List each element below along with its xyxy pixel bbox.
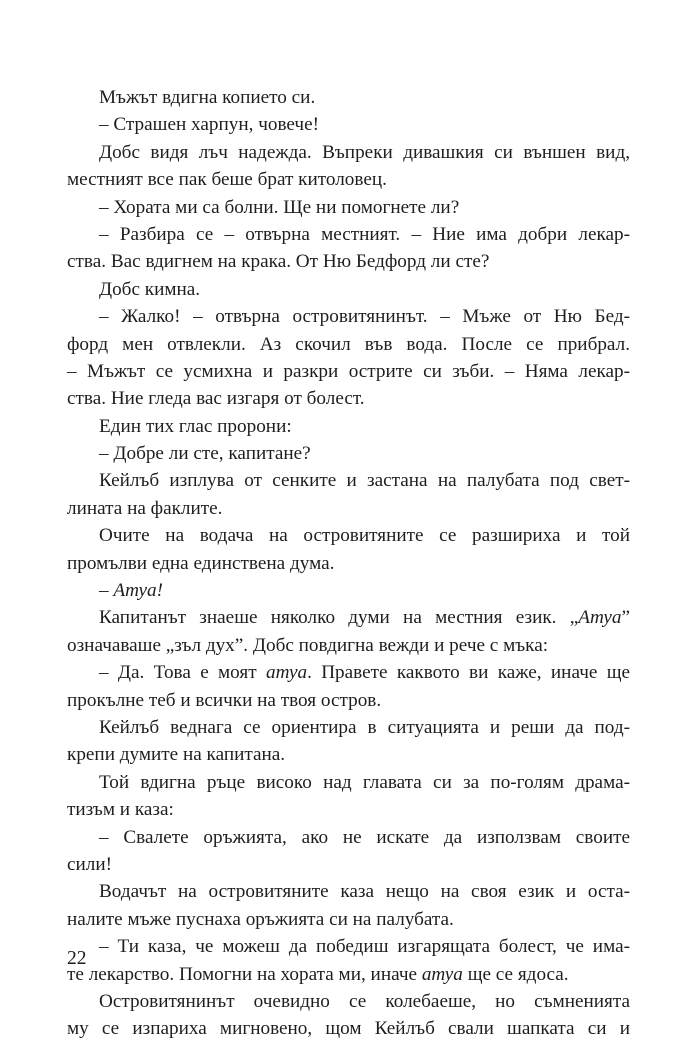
text-segment: ства. Ние гледа вас изгаря от болест.	[67, 388, 365, 410]
text-line	[67, 988, 630, 1015]
text-segment: Капитанът знаеше няколко думи на местния език. „	[99, 607, 579, 629]
text-segment: – Свалете оръжията, ако не искате да използвам своите	[99, 826, 630, 848]
body-text	[67, 84, 630, 1043]
text-line	[67, 166, 630, 193]
text-line	[67, 769, 630, 796]
text-segment: лината на факлите.	[67, 497, 223, 519]
text-segment: ”	[621, 607, 630, 629]
text-line	[67, 221, 630, 248]
text-segment: Островитянинът очевидно се колебаеше, но съмненията	[99, 990, 630, 1012]
text-line	[67, 577, 630, 604]
text-segment: Един тих глас пророни:	[99, 415, 292, 437]
text-segment: му се изпариха мигновено, щом Кейлъб свали шапката си и	[67, 1018, 630, 1040]
text-segment: – Добре ли сте, капитане?	[99, 443, 311, 465]
text-segment: налите мъже пуснаха оръжията си на палубата.	[67, 908, 454, 930]
text-line	[67, 604, 630, 631]
text-line	[67, 550, 630, 577]
text-line	[67, 878, 630, 905]
text-line	[67, 276, 630, 303]
text-line	[67, 84, 630, 111]
italic-word: атуа	[265, 662, 308, 684]
text-line	[67, 906, 630, 933]
text-line	[67, 632, 630, 659]
text-line	[67, 440, 630, 467]
text-segment: – Страшен харпун, човече!	[99, 114, 319, 136]
text-segment: те лекарство. Помогни на хората ми, иначе	[67, 963, 422, 985]
text-line	[67, 961, 630, 988]
text-line	[67, 741, 630, 768]
text-segment: – Ти каза, че можеш да победиш изгарящата болест, че има-	[99, 936, 630, 958]
text-segment: – Да. Това е моят	[99, 662, 266, 684]
page-number: 22	[67, 948, 87, 969]
text-segment: ства. Вас вдигнем на крака. От Ню Бедфорд ли сте?	[67, 251, 490, 273]
italic-word: Атуа!	[113, 580, 163, 602]
text-segment: Водачът на островитяните каза нещо на своя език и оста-	[99, 881, 630, 903]
italic-word: Атуа	[578, 607, 622, 629]
text-line	[67, 358, 630, 385]
text-segment: Добс кимна.	[99, 278, 201, 300]
italic-word: атуа	[421, 963, 463, 985]
text-segment: означаваше „зъл дух”. Добс повдигна вежди и рече с мъка:	[67, 634, 549, 656]
text-segment: Той вдигна ръце високо над главата си за по-голям драма-	[99, 771, 630, 793]
text-segment: крепи думите на капитана.	[67, 744, 286, 766]
text-segment: Добс видя лъч надежда. Въпреки дивашкия си външен вид,	[99, 141, 630, 163]
text-line	[67, 687, 630, 714]
text-segment: Кейлъб изплува от сенките и застана на палубата под свет-	[99, 470, 630, 492]
text-line	[67, 796, 630, 823]
text-line	[67, 248, 630, 275]
text-line	[67, 385, 630, 412]
text-line	[67, 1015, 630, 1042]
text-segment: . Правете каквото ви каже, иначе ще	[307, 662, 630, 684]
text-segment: – Жалко! – отвърна островитянинът. – Мъже от Ню Бед-	[99, 306, 630, 328]
text-segment: Мъжът вдигна копието си.	[99, 87, 316, 108]
text-line	[67, 331, 630, 358]
text-line	[67, 303, 630, 330]
text-segment: – Мъжът се усмихна и разкри острите си зъби. – Няма лекар-	[67, 360, 630, 382]
text-segment: Кейлъб веднага се ориентира в ситуацията и реши да под-	[99, 716, 630, 738]
text-segment: –	[99, 580, 114, 602]
text-line	[67, 111, 630, 138]
text-line	[67, 139, 630, 166]
text-segment: форд мен отвлекли. Аз скочил във вода. После се прибрал.	[67, 333, 630, 355]
text-line	[67, 467, 630, 494]
text-line	[67, 413, 630, 440]
text-segment: сили!	[67, 853, 113, 875]
text-line	[67, 659, 630, 686]
text-segment: тизъм и каза:	[67, 799, 174, 821]
text-line	[67, 522, 630, 549]
text-line	[67, 933, 630, 960]
text-line	[67, 851, 630, 878]
text-segment: – Хората ми са болни. Ще ни помогнете ли?	[99, 196, 460, 218]
text-segment: – Разбира се – отвърна местният. – Ние има добри лекар-	[99, 223, 630, 245]
text-segment: местният все пак беше брат китоловец.	[67, 169, 387, 191]
text-segment: Очите на водача на островитяните се разшириха и той	[99, 525, 630, 547]
text-line	[67, 824, 630, 851]
text-line	[67, 714, 630, 741]
text-segment: ще се ядоса.	[462, 963, 569, 985]
text-segment: прокълне теб и всички на твоя остров.	[67, 689, 382, 711]
text-segment: промълви една единствена дума.	[67, 552, 335, 574]
text-line	[67, 194, 630, 221]
text-line	[67, 495, 630, 522]
